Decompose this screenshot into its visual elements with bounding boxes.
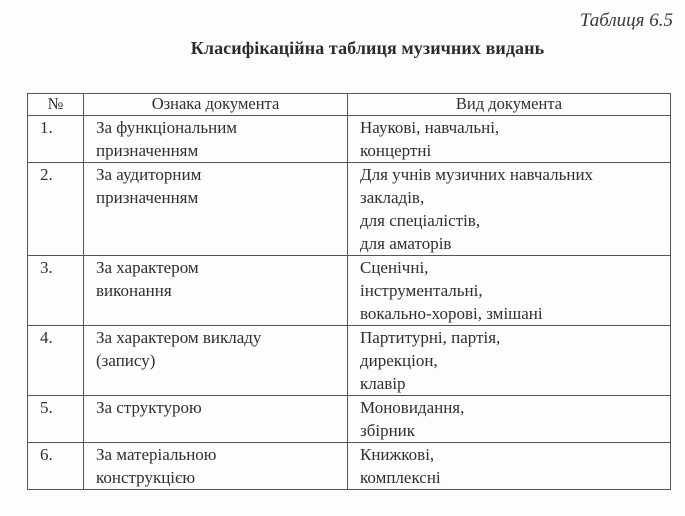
header-num: № (28, 94, 84, 116)
row-number: 5. (28, 396, 84, 443)
document-feature-line: За функціональним (96, 118, 238, 137)
table-header-row (28, 94, 671, 116)
document-feature-line: конструкцією (96, 468, 196, 487)
table-title: Класифікаційна таблиця музичних видань (190, 38, 545, 58)
table-row (28, 163, 671, 256)
document-type-line: дирекціон, (360, 351, 438, 370)
document-type-cell (348, 396, 671, 443)
document-feature-line: (запису) (96, 351, 156, 370)
document-feature-cell (84, 163, 348, 256)
document-type-line: клавір (360, 374, 406, 393)
row-number: 2. (28, 163, 84, 256)
document-type-line: Партитурні, партія, (360, 328, 501, 347)
classification-table (27, 93, 671, 490)
document-feature-line: За аудиторним (96, 165, 202, 184)
document-feature-line: За характером викладу (96, 328, 262, 347)
document-type-line: інструментальні, (360, 281, 483, 300)
row-number: 6. (28, 443, 84, 490)
document-feature-cell (84, 116, 348, 163)
document-type-line: Моновидання, (360, 398, 465, 417)
document-feature-line: За характером (96, 258, 199, 277)
document-type-cell (348, 116, 671, 163)
document-type-line: концертні (360, 141, 432, 160)
document-feature-line: За структурою (96, 398, 202, 417)
document-type-line: Книжкові, (360, 445, 435, 464)
table-body (28, 116, 671, 490)
document-type-line: для аматорів (360, 234, 452, 253)
table-row (28, 116, 671, 163)
document-feature-cell (84, 396, 348, 443)
document-type-line: для спеціалістів, (360, 211, 481, 230)
document-feature-cell (84, 326, 348, 396)
table-row (28, 256, 671, 326)
document-feature-line: За матеріальною (96, 445, 217, 464)
header-feature: Ознака документа (84, 94, 348, 116)
document-feature-line: призначенням (96, 141, 199, 160)
document-type-line: вокально-хорові, змішані (360, 304, 543, 323)
document-type-cell (348, 163, 671, 256)
document-feature-cell (84, 256, 348, 326)
document-type-line: комплексні (360, 468, 441, 487)
row-number: 1. (28, 116, 84, 163)
table-number: Таблиця 6.5 (579, 10, 673, 31)
table-row (28, 396, 671, 443)
document-type-line: закладів, (360, 188, 425, 207)
row-number: 3. (28, 256, 84, 326)
row-number: 4. (28, 326, 84, 396)
document-feature-line: призначенням (96, 188, 199, 207)
table-row (28, 443, 671, 490)
document-type-cell (348, 256, 671, 326)
document-type-line: Наукові, навчальні, (360, 118, 500, 137)
document-type-cell (348, 326, 671, 396)
table-row (28, 326, 671, 396)
document-type-line: збірник (360, 421, 416, 440)
document-feature-cell (84, 443, 348, 490)
document-type-line: Для учнів музичних навчальних (360, 165, 594, 184)
header-type: Вид документа (348, 94, 671, 116)
document-feature-line: виконання (96, 281, 172, 300)
document-type-cell (348, 443, 671, 490)
document-type-line: Сценічні, (360, 258, 429, 277)
